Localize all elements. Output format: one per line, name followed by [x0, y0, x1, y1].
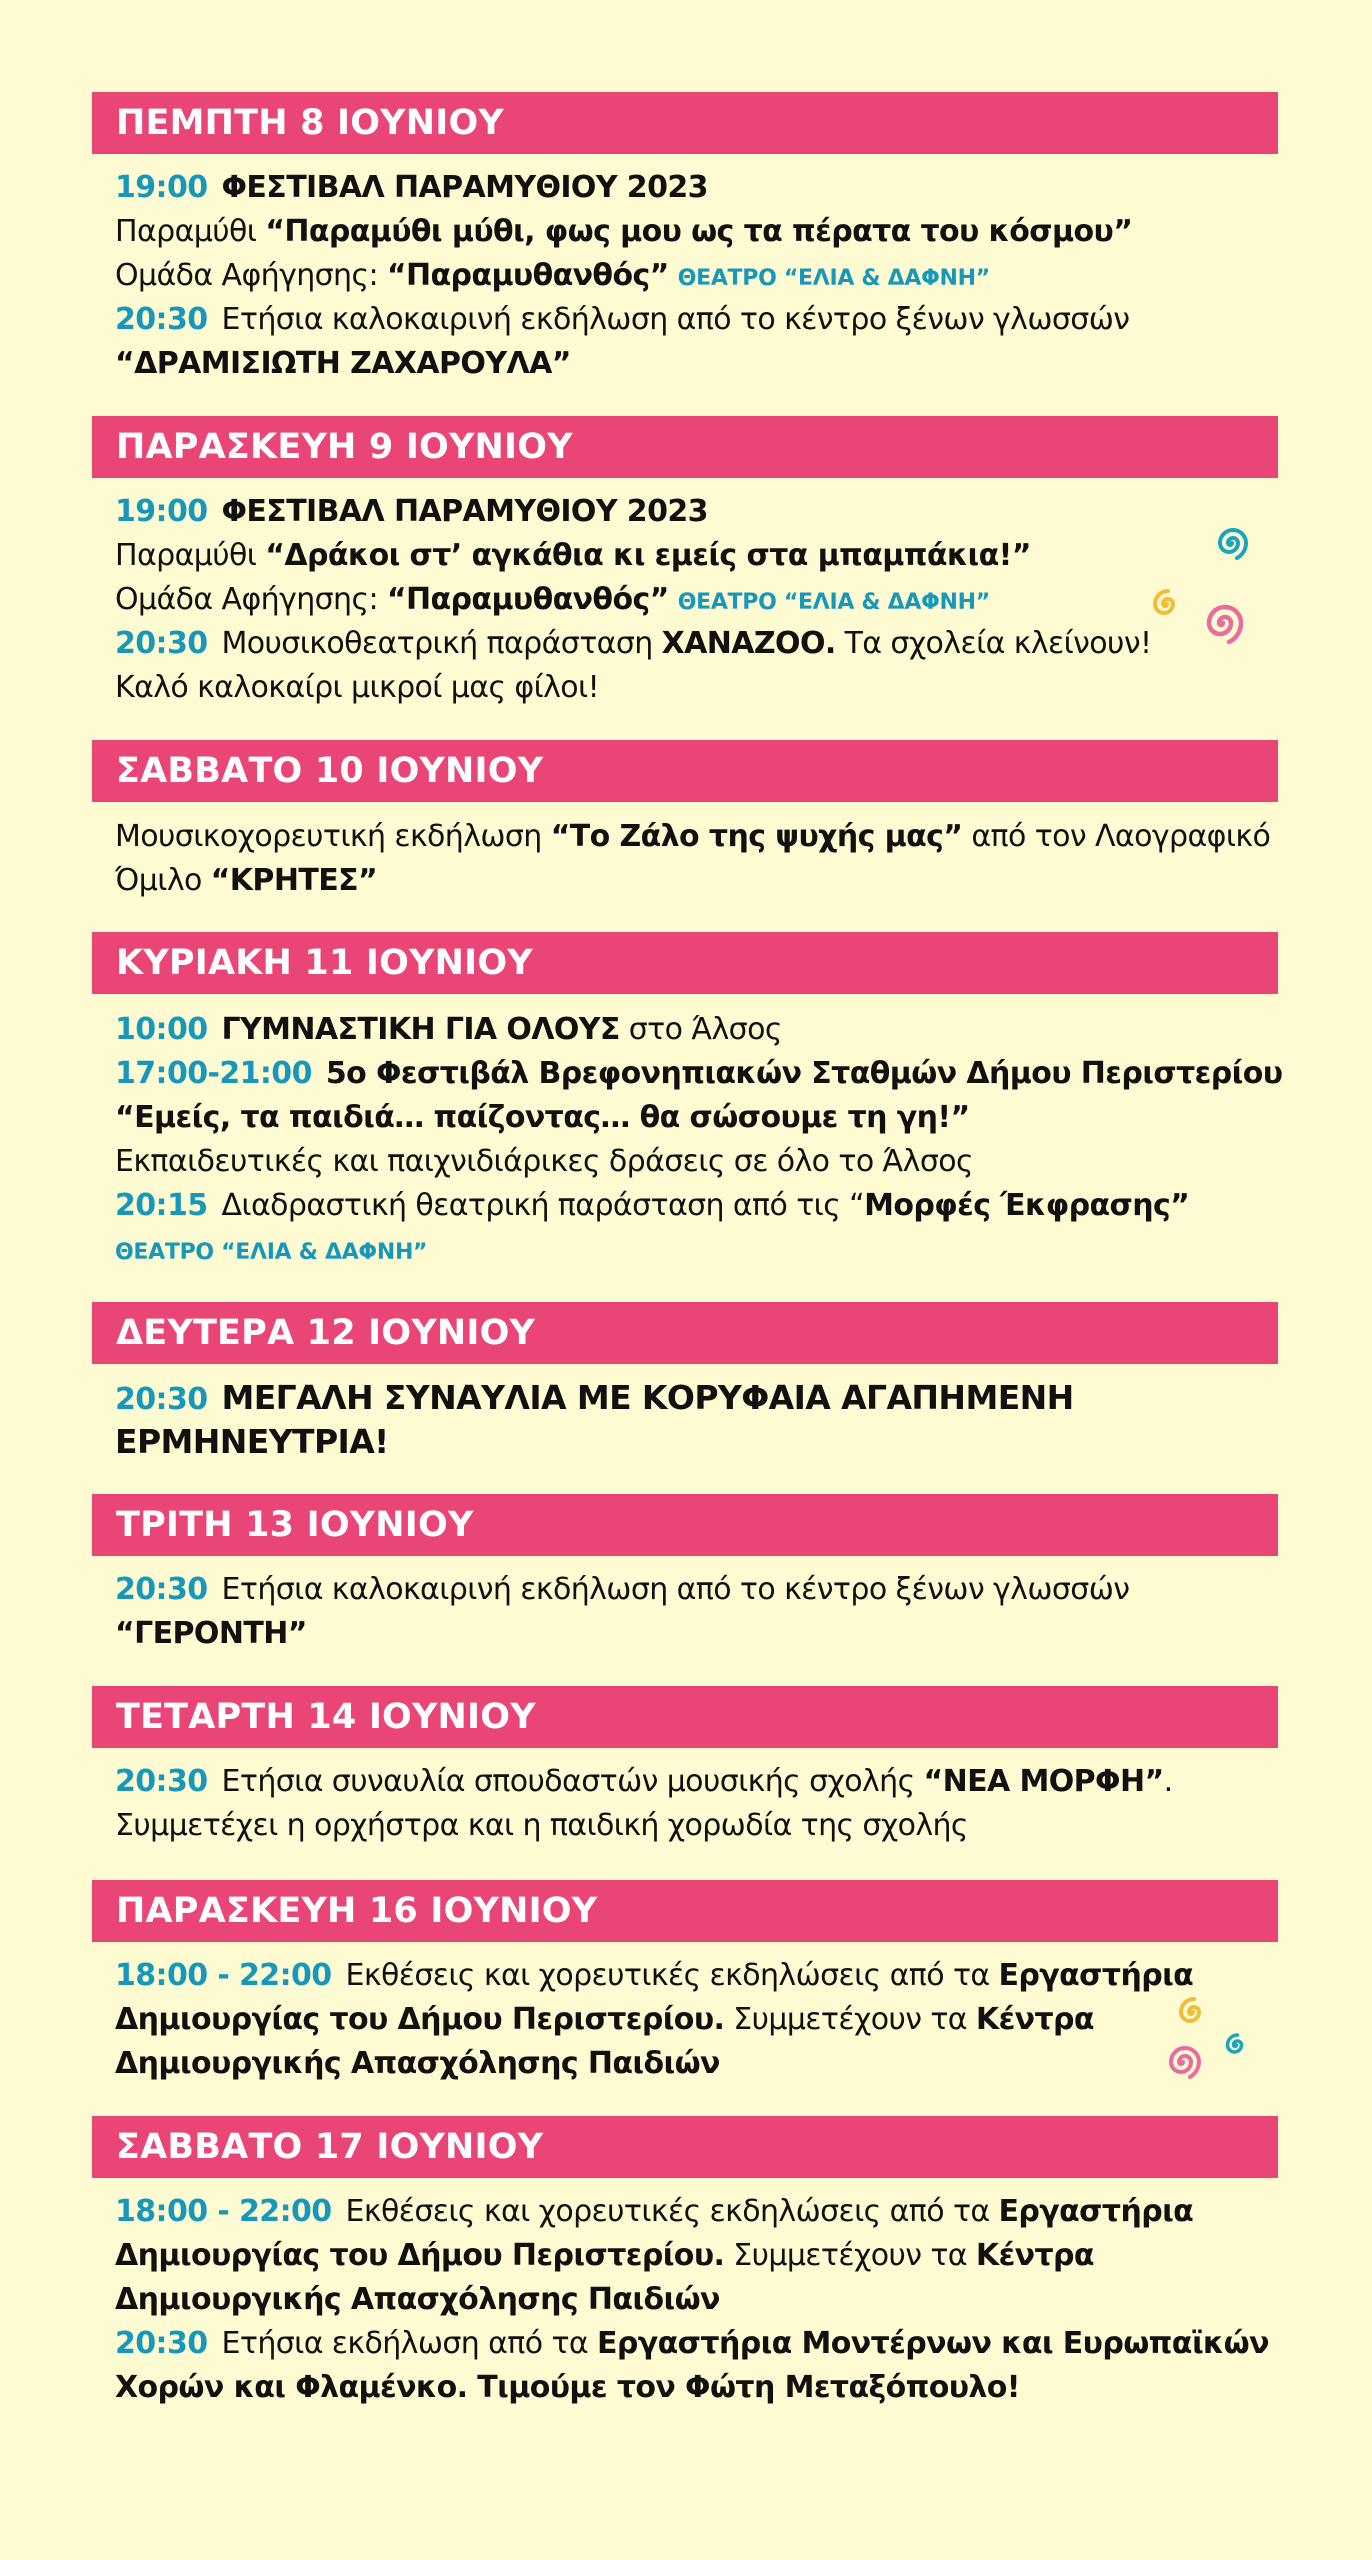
event-line [115, 256, 990, 299]
event-line [115, 300, 1129, 340]
event-time: 19:00 [115, 170, 208, 205]
event-line [115, 624, 1151, 664]
event-group: “Παραμυθανθός” [386, 258, 669, 293]
event-time: 20:15 [115, 1188, 208, 1223]
event-time: 20:30 [115, 1764, 208, 1799]
event-line [115, 2192, 1193, 2232]
event-title: ΜΕΓΑΛΗ ΣΥΝΑΥΛΙΑ ΜΕ ΚΟΡΥΦΑΙΑ ΑΓΑΠΗΜΕΝΗ [221, 1378, 1074, 1417]
event-title: Δημιουργικής Απασχόλησης Παιδιών [115, 2046, 720, 2081]
event-time: 20:30 [115, 626, 208, 661]
spiral-icon [1220, 2030, 1250, 2060]
event-line [115, 1142, 973, 1182]
event-text: Συμμετέχουν τα [724, 2238, 976, 2273]
event-group: “Παραμυθανθός” [386, 582, 669, 617]
event-line [115, 861, 377, 901]
day-header: ΔΕΥΤΕΡΑ 12 ΙΟΥΝΙΟΥ [92, 1302, 1278, 1364]
event-text: Εκθέσεις και χορευτικές εκδηλώσεις από τα [345, 2194, 999, 2229]
event-title: “ΚΡΗΤΕΣ” [210, 863, 378, 898]
day-header: ΣΑΒΒΑΤΟ 10 ΙΟΥΝΙΟΥ [92, 740, 1278, 802]
event-text: Εκθέσεις και χορευτικές εκδηλώσεις από τα [345, 1958, 999, 1993]
event-title: Εργαστήρια [998, 1958, 1194, 1993]
day-header: ΤΡΙΤΗ 13 ΙΟΥΝΙΟΥ [92, 1494, 1278, 1556]
event-title: Κέντρα [975, 2002, 1094, 2037]
event-title: “Εμείς, τα παιδιά… παίζοντας… θα σώσουμε τη γη!” [115, 1100, 970, 1135]
day-header: ΤΕΤΑΡΤΗ 14 ΙΟΥΝΙΟΥ [92, 1686, 1278, 1748]
event-text: Ετήσια καλοκαιρινή εκδήλωση από το κέντρο ξένων γλωσσών [221, 302, 1130, 337]
event-line [115, 580, 990, 623]
event-venue: ΘΕΑΤΡΟ “ΕΛΙΑ & ΔΑΦΝΗ” [115, 1240, 428, 1265]
event-text: . [1163, 1764, 1173, 1799]
event-text: Μουσικοθεατρική παράσταση [221, 626, 662, 661]
day-header: ΠΑΡΑΣΚΕΥΗ 16 ΙΟΥΝΙΟΥ [92, 1880, 1278, 1942]
event-text: Τα σχολεία κλείνουν! [835, 626, 1152, 661]
event-line [115, 2236, 1094, 2276]
event-title: “ΓΕΡΟΝΤΗ” [115, 1616, 307, 1651]
event-title: Κέντρα [975, 2238, 1094, 2273]
event-text: Ομάδα Αφήγησης: [115, 258, 387, 293]
event-text: στο Άλσος [619, 1012, 782, 1047]
event-time: 20:30 [115, 1382, 208, 1417]
event-line [115, 1762, 1173, 1802]
event-line [115, 1956, 1193, 1996]
spiral-icon [1188, 590, 1254, 656]
event-line [115, 1422, 389, 1464]
event-time: 19:00 [115, 494, 208, 529]
event-line [115, 536, 1031, 576]
event-title: ΦΕΣΤΙΒΑΛ ΠΑΡΑΜΥΘΙΟΥ 2023 [221, 494, 708, 529]
event-line [115, 2280, 720, 2320]
event-line [115, 1806, 968, 1846]
event-text: Συμμετέχει η ορχήστρα και η παιδική χορωδία της σχολής [115, 1808, 968, 1843]
event-time: 10:00 [115, 1012, 208, 1047]
event-line [115, 1010, 782, 1050]
day-header: ΣΑΒΒΑΤΟ 17 ΙΟΥΝΙΟΥ [92, 2116, 1278, 2178]
event-time: 20:30 [115, 302, 208, 337]
event-line [115, 492, 708, 532]
event-title: ΦΕΣΤΙΒΑΛ ΠΑΡΑΜΥΘΙΟΥ 2023 [221, 170, 708, 205]
event-time: 18:00 - 22:00 [115, 2194, 332, 2229]
event-line [115, 1378, 1074, 1420]
event-title: Εργαστήρια Μοντέρνων και Ευρωπαϊκών [597, 2326, 1269, 2361]
event-line [115, 1098, 970, 1138]
event-text: Μουσικοχορευτική εκδήλωση [115, 819, 551, 854]
event-title: Δημιουργίας του Δήμου Περιστερίου. [115, 2002, 725, 2037]
event-time: 17:00-21:00 [115, 1056, 312, 1091]
event-time: 20:30 [115, 1572, 208, 1607]
event-venue: ΘΕΑΤΡΟ “ΕΛΙΑ & ΔΑΦΝΗ” [677, 266, 990, 291]
event-title: “Δράκοι στ’ αγκάθια κι εμείς στα μπαμπάκια!” [265, 538, 1031, 573]
event-time: 18:00 - 22:00 [115, 1958, 332, 1993]
event-line [115, 1614, 307, 1654]
event-text: Όμιλο [115, 863, 211, 898]
event-title: Εργαστήρια [998, 2194, 1194, 2229]
event-text: Ετήσια εκδήλωση από τα [221, 2326, 598, 2361]
event-line [115, 2044, 720, 2084]
event-title: Χορών και Φλαμένκο. Τιμούμε τον Φώτη Μεταξόπουλο! [115, 2370, 1020, 2405]
event-title: “Παραμύθι μύθι, φως μου ως τα πέρατα του κόσμου” [265, 214, 1133, 249]
event-text: από τον Λαογραφικό [962, 819, 1271, 854]
event-line [115, 1054, 1282, 1094]
spiral-icon [1174, 1995, 1208, 2029]
event-time: 20:30 [115, 2326, 208, 2361]
event-line [115, 168, 708, 208]
event-text: Ομάδα Αφήγησης: [115, 582, 387, 617]
event-line [115, 2368, 1020, 2408]
event-line [115, 1230, 427, 1273]
event-text: Εκπαιδευτικές και παιχνιδιάρικες δράσεις σε όλο το Άλσος [115, 1144, 974, 1179]
event-title: Δημιουργικής Απασχόλησης Παιδιών [115, 2282, 720, 2317]
event-title: “ΔΡΑΜΙΣΙΩΤΗ ΖΑΧΑΡΟΥΛΑ” [115, 346, 571, 381]
event-title: ΕΡΜΗΝΕΥΤΡΙΑ! [115, 1422, 389, 1461]
event-title: Μορφές Έκφρασης” [864, 1188, 1190, 1223]
event-line [115, 668, 599, 708]
event-text: Παραμύθι [115, 214, 266, 249]
event-line [115, 2324, 1269, 2364]
event-line [115, 344, 571, 384]
event-title: 5ο Φεστιβάλ Βρεφονηπιακών Σταθμών Δήμου Περιστερίου [325, 1056, 1283, 1091]
day-header: ΠΕΜΠΤΗ 8 ΙΟΥΝΙΟΥ [92, 92, 1278, 154]
event-text: Παραμύθι [115, 538, 266, 573]
event-line [115, 1570, 1129, 1610]
spiral-icon [1155, 2036, 1207, 2088]
spiral-icon [1205, 518, 1255, 568]
event-title: ΓΥΜΝΑΣΤΙΚΗ ΓΙΑ ΟΛΟΥΣ [221, 1012, 620, 1047]
event-title: Δημιουργίας του Δήμου Περιστερίου. [115, 2238, 725, 2273]
event-text: Συμμετέχουν τα [724, 2002, 976, 2037]
day-header: ΚΥΡΙΑΚΗ 11 ΙΟΥΝΙΟΥ [92, 932, 1278, 994]
event-line [115, 2000, 1094, 2040]
event-title: “ΝΕΑ ΜΟΡΦΗ” [923, 1764, 1164, 1799]
spiral-icon [1146, 585, 1184, 623]
event-line [115, 817, 1270, 857]
event-title: ΧΑΝΑΖΟΟ. [661, 626, 836, 661]
event-line [115, 1186, 1189, 1226]
event-text: Ετήσια συναυλία σπουδαστών μουσικής σχολής [221, 1764, 924, 1799]
event-venue: ΘΕΑΤΡΟ “ΕΛΙΑ & ΔΑΦΝΗ” [677, 590, 990, 615]
event-title: “Το Ζάλο της ψυχής μας” [550, 819, 963, 854]
event-line [115, 212, 1132, 252]
event-text: Καλό καλοκαίρι μικροί μας φίλοι! [115, 670, 600, 705]
day-header: ΠΑΡΑΣΚΕΥΗ 9 ΙΟΥΝΙΟΥ [92, 416, 1278, 478]
event-text: Ετήσια καλοκαιρινή εκδήλωση από το κέντρο ξένων γλωσσών [221, 1572, 1130, 1607]
event-text: Διαδραστική θεατρική παράσταση από τις “ [221, 1188, 865, 1223]
